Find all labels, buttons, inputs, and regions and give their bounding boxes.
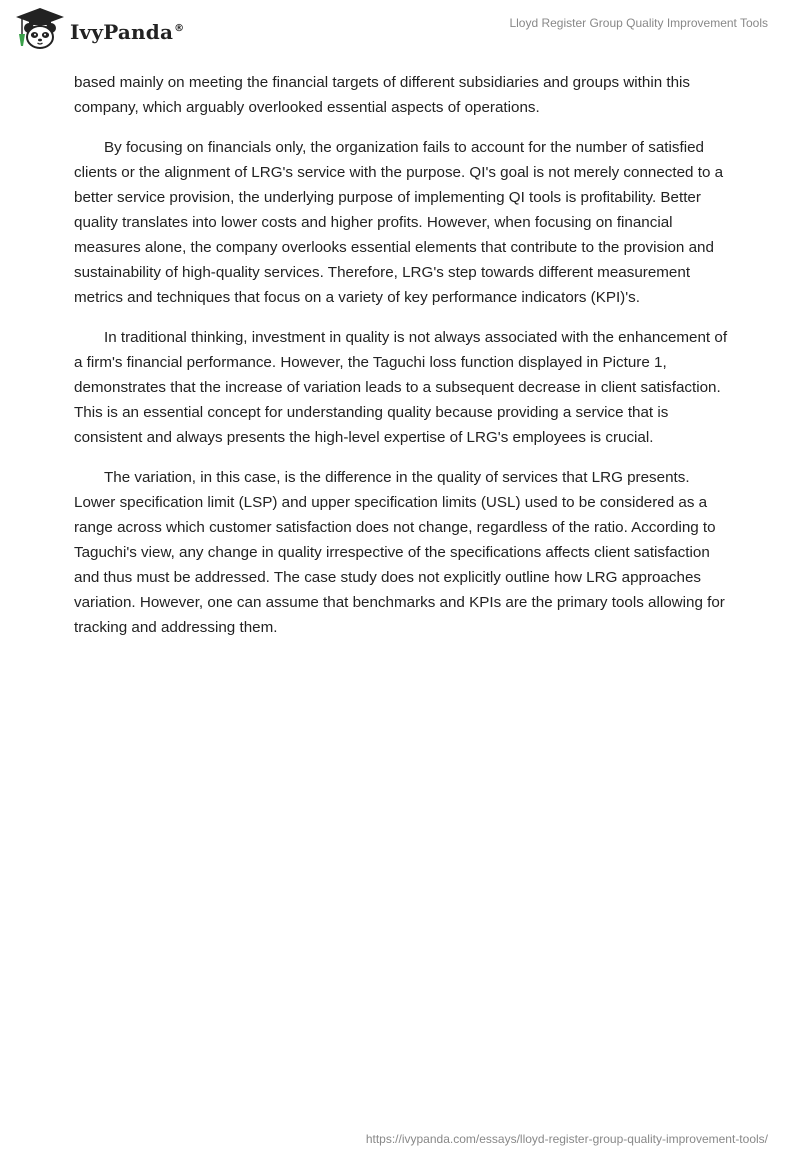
panda-graduate-icon xyxy=(14,6,66,52)
logo-wordmark xyxy=(70,20,184,44)
logo-name: IvyPanda xyxy=(70,20,174,44)
ivypanda-logo[interactable] xyxy=(14,6,184,52)
paragraph-2: By focusing on financials only, the organization fails to account for the number of satisfied clients or the alignment of LRG's service with the purpose. QI's goal is not merely connected to a better service provision, the underlying purpose of implementing QI tools is profitability. Better quality translates into lower costs and higher profits. However, when focusing on financial measures alone, the company overlooks essential elements that contribute to the provision and sustainability of high-quality services. Therefore, LRG's step towards different measurement metrics and techniques that focus on a variety of key performance indicators (KPI)'s. xyxy=(74,139,724,306)
paragraph-4: The variation, in this case, is the difference in the quality of services that LRG presents. Lower specification limit (LSP) and upper specification limits (USL) used to be considered as a range across which customer satisfaction does not change, regardless of the ratio. According to Taguchi's view, any change in quality irrespective of the specifications affects client satisfaction and thus must be addressed. The case study does not explicitly outline how LRG approaches variation. However, one can assume that benchmarks and KPIs are the primary tools allowing for tracking and addressing them. xyxy=(74,469,725,636)
paragraph-1: based mainly on meeting the financial targets of different subsidiaries and groups within this company, which arguably overlooked essential aspects of operations. xyxy=(74,74,691,116)
footer-source-url[interactable]: https://ivypanda.com/essays/lloyd-register-group-quality-improvement-tools/ xyxy=(365,1132,768,1146)
page-header xyxy=(0,0,800,70)
registered-mark: ® xyxy=(174,23,185,35)
paragraph-3: In traditional thinking, investment in quality is not always associated with the enhancement of a firm's financial performance. However, the Taguchi loss function displayed in Picture 1, demonstrates that the increase of variation leads to a subsequent decrease in client satisfaction. This is an essential concept for understanding quality because providing a service that is consistent and always presents the high-level expertise of LRG's employees is crucial. xyxy=(74,329,728,446)
essay-body xyxy=(74,70,729,655)
running-title: Lloyd Register Group Quality Improvement Tools xyxy=(509,16,768,30)
